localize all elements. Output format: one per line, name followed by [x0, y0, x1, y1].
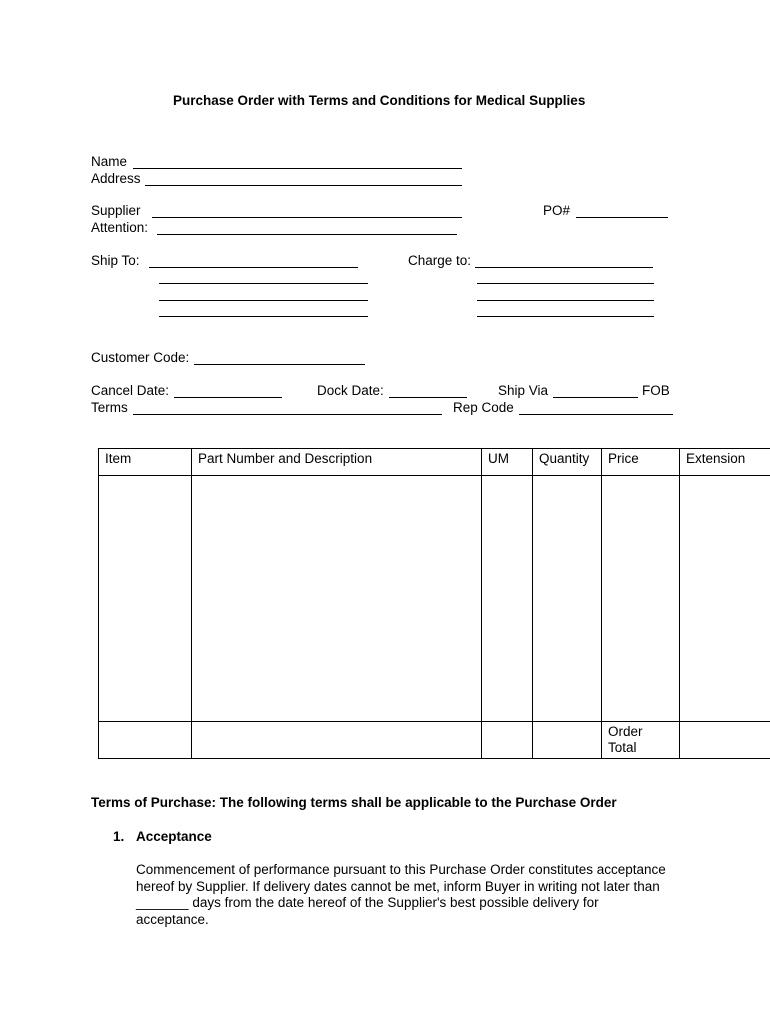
supplier-field[interactable] [152, 217, 462, 218]
terms-label: Terms [91, 400, 128, 415]
page-title: Purchase Order with Terms and Conditions for Medical Supplies [173, 93, 586, 108]
ship-to-field-3[interactable] [159, 300, 368, 301]
dock-date-field[interactable] [389, 397, 467, 398]
ship-via-field[interactable] [553, 397, 638, 398]
ship-via-label: Ship Via [498, 383, 549, 398]
ship-to-field-2[interactable] [159, 283, 368, 284]
attention-field[interactable] [157, 234, 457, 235]
charge-to-field-2[interactable] [477, 283, 654, 284]
po-label: PO# [543, 203, 571, 218]
cancel-date-field[interactable] [174, 397, 282, 398]
po-field[interactable] [576, 217, 668, 218]
total-cell-part-number [192, 722, 482, 759]
header-item: Item [99, 449, 192, 476]
section-1-line-4: acceptance. [136, 911, 209, 927]
section-1-paragraph [136, 862, 696, 928]
header-part-number: Part Number and Description [192, 449, 482, 476]
order-total-line2: Total [608, 740, 637, 755]
address-label: Address [91, 171, 141, 186]
header-extension: Extension [680, 449, 770, 476]
terms-heading: Terms of Purchase: The following terms shall be applicable to the Purchase Order [91, 795, 617, 810]
items-table [98, 448, 770, 759]
order-total-value[interactable] [680, 722, 770, 759]
attention-label: Attention: [91, 220, 149, 235]
order-total-label [602, 722, 680, 759]
order-total-line1: Order [608, 724, 643, 739]
total-cell-quantity [533, 722, 602, 759]
cell-extension[interactable] [680, 476, 770, 722]
name-label: Name [91, 154, 128, 169]
rep-code-field[interactable] [519, 414, 673, 415]
ship-to-label: Ship To: [91, 253, 140, 268]
header-quantity: Quantity [533, 449, 602, 476]
total-cell-um [482, 722, 533, 759]
ship-to-field-4[interactable] [159, 316, 368, 317]
address-field[interactable] [145, 185, 462, 186]
header-price: Price [602, 449, 680, 476]
customer-code-label: Customer Code: [91, 350, 190, 365]
charge-to-field-3[interactable] [477, 300, 654, 301]
cancel-date-label: Cancel Date: [91, 383, 170, 398]
table-total-row [99, 722, 770, 759]
table-header-row [99, 449, 770, 476]
terms-field[interactable] [133, 414, 442, 415]
charge-to-field-1[interactable] [475, 267, 653, 268]
supplier-label: Supplier [91, 203, 141, 218]
charge-to-field-4[interactable] [477, 316, 654, 317]
section-1-line-1: Commencement of performance pursuant to this Purchase Order constitutes acceptance [136, 862, 666, 877]
section-1-line-3: days from the date hereof of the Supplier's best possible delivery for [188, 895, 599, 910]
dock-date-label: Dock Date: [317, 383, 384, 398]
total-cell-item [99, 722, 192, 759]
section-1-number: 1. [113, 829, 125, 844]
table-body-row [99, 476, 770, 722]
section-1-title: Acceptance [136, 829, 212, 844]
header-um: UM [482, 449, 533, 476]
customer-code-field[interactable] [194, 364, 365, 365]
name-field[interactable] [133, 168, 462, 169]
fob-label: FOB [642, 383, 670, 398]
cell-item[interactable] [99, 476, 192, 722]
charge-to-label: Charge to: [408, 253, 472, 268]
section-1-line-2: hereof by Supplier. If delivery dates cannot be met, inform Buyer in writing not later than [136, 878, 660, 894]
ship-to-field-1[interactable] [149, 267, 358, 268]
cell-price[interactable] [602, 476, 680, 722]
rep-code-label: Rep Code [453, 400, 514, 415]
section-1-days-blank[interactable]: _______ [136, 895, 189, 910]
cell-quantity[interactable] [533, 476, 602, 722]
cell-um[interactable] [482, 476, 533, 722]
cell-part-number[interactable] [192, 476, 482, 722]
